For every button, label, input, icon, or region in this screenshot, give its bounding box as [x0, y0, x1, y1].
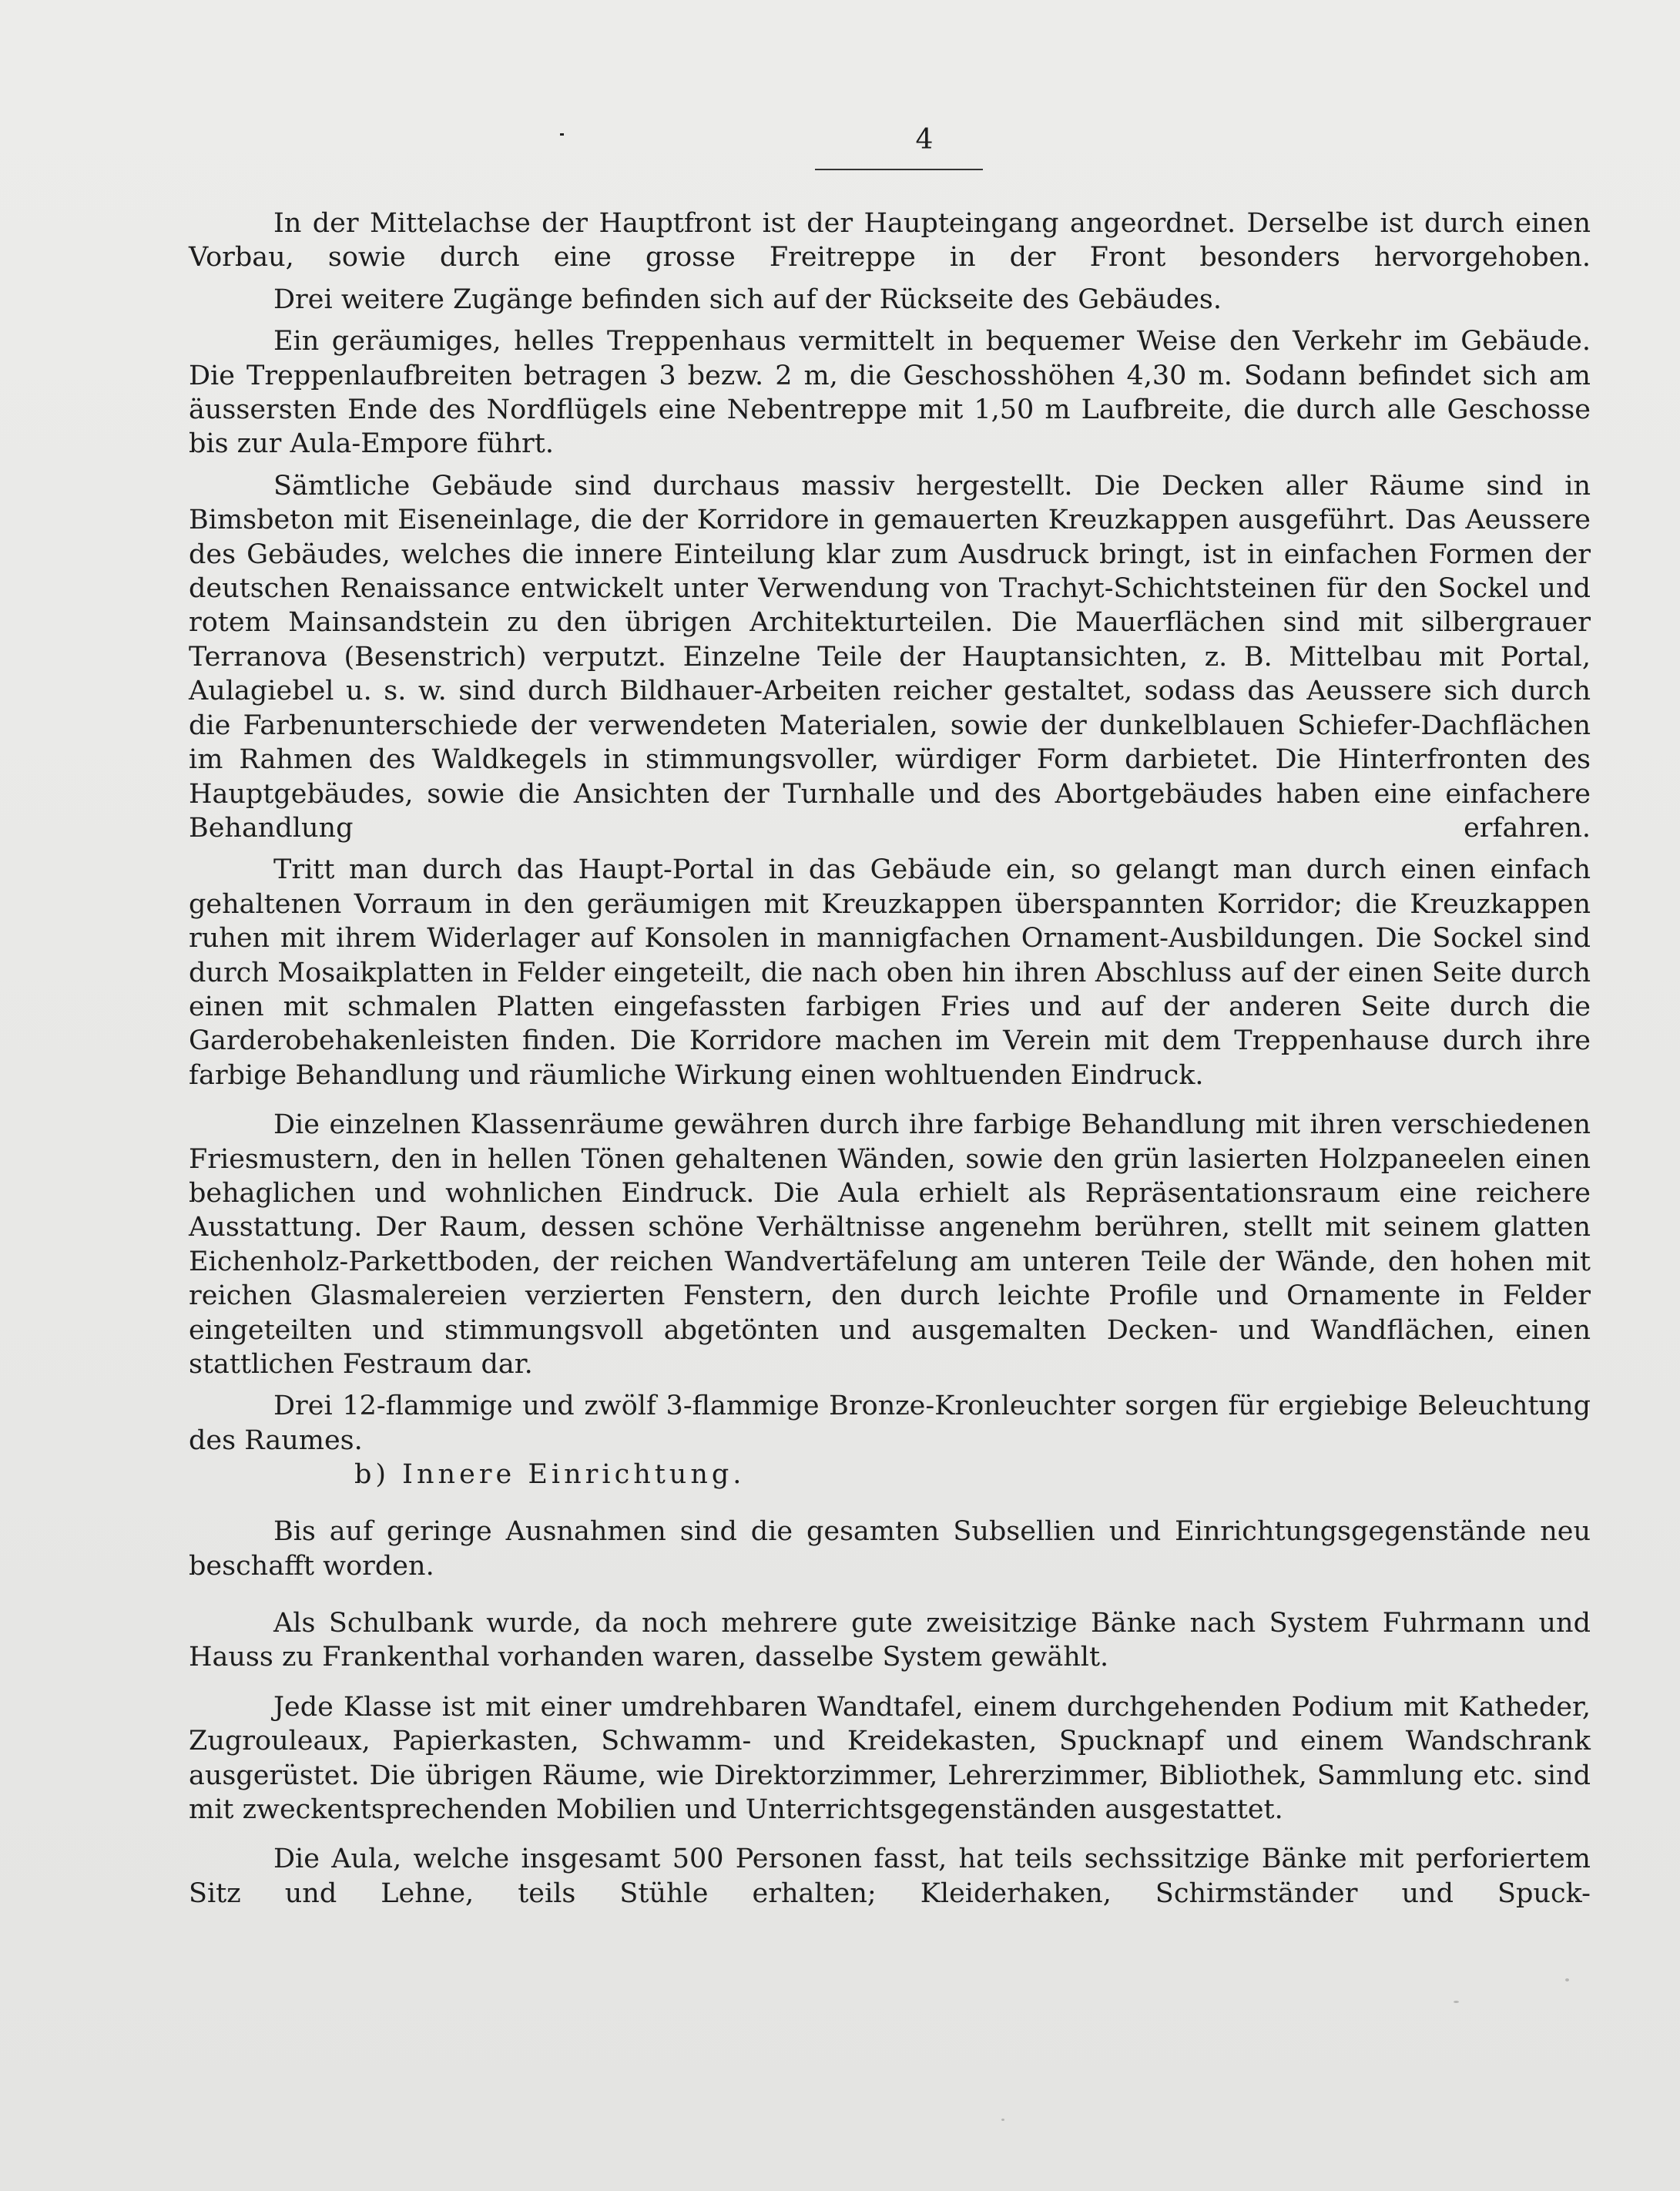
- scan-speck: [1001, 2119, 1004, 2121]
- paragraph-stairwell: Ein geräumiges, helles Treppenhaus vermittelt in bequemer Weise den Verkehr im Gebäude. Die Treppenlaufbreiten betragen 3 bezw. 2 m, die Geschosshöhen 4,30 m. Sodann befindet sich am äussersten Ende des Nordflügels eine Nebentreppe mit 1,50 m Laufbreite, die durch alle Geschosse bis zur Aula-Empore führt.: [189, 326, 1591, 460]
- paragraph-construction: Sämtliche Gebäude sind durchaus massiv hergestellt. Die Decken aller Räume sind in Bimsbeton mit Eiseneinlage, die der Korridore in gemauerten Kreuzkappen ausgeführt. Das Aeussere des Gebäudes, welches die innere Einteilung klar zum Ausdruck bringt, ist in einfachen Formen der deutschen Renaissance entwickelt unter Verwendung von Trachyt-Schichtsteinen für den Sockel und rotem Mainsandstein zu den übrigen Architekturteilen. Die Mauerflächen sind mit silbergrauer Terranova (Besenstrich) verputzt. Einzelne Teile der Hauptansichten, z. B. Mittelbau mit Portal, Aulagiebel u. s. w. sind durch Bildhauer-Arbeiten reicher gestaltet, sodass das Aeussere sich durch die Farbenunterschiede der verwendeten Materialen, sowie der dunkelblauen Schiefer-Dachflächen im Rahmen des Waldkegels in stimmungsvoller, würdiger Form darbietet. Die Hinterfronten des Hauptgebäudes, sowie die Ansichten der Turnhalle und des Abortgebäudes haben eine einfachere Behandlung erfahren.: [189, 470, 1591, 844]
- paragraph-main-entrance: In der Mittelachse der Hauptfront ist der Haupteingang angeordnet. Derselbe ist durch einen Vorbau, sowie durch eine grosse Freitreppe in der Front besonders hervorgehoben.: [189, 208, 1591, 273]
- page-number: 4: [915, 124, 934, 156]
- paragraph-school-benches: Als Schulbank wurde, da noch mehrere gute zweisitzige Bänke nach System Fuhrmann und Hauss zu Frankenthal vorhanden waren, dasselbe System gewählt.: [189, 1608, 1591, 1673]
- paragraph-aula-seating: Die Aula, welche insgesamt 500 Personen fasst, hat teils sechssitzige Bänke mit perforiertem Sitz und Lehne, teils Stühle erhalten; Kleiderhaken, Schirmständer und Spuck-: [189, 1844, 1591, 1909]
- paragraph-classrooms-aula: Die einzelnen Klassenräume gewähren durch ihre farbige Behandlung mit ihren verschiedenen Friesmustern, den in hellen Tönen gehaltenen Wänden, sowie den grün lasierten Holzpaneelen einen behaglichen und wohnlichen Eindruck. Die Aula erhielt als Repräsentationsraum eine reichere Ausstattung. Der Raum, dessen schöne Verhältnisse angenehm berühren, stellt mit seinem glatten Eichenholz-Parkettboden, der reichen Wandvertäfelung am unteren Teile der Wände, den hohen mit reichen Glasmalereien verzierten Fenstern, den durch leichte Profile und Ornamente in Felder eingeteilten und stimmungsvoll abgetönten und ausgemalten Decken- und Wandflächen, einen stattlichen Festraum dar.: [189, 1109, 1591, 1380]
- paragraph-chandeliers: Drei 12-flammige und zwölf 3-flammige Bronze-Kronleuchter sorgen für ergiebige Beleuchtung des Raumes.: [189, 1391, 1591, 1456]
- paragraph-furnishings: Bis auf geringe Ausnahmen sind die gesamten Subsellien und Einrichtungsgegenstände neu beschafft worden.: [189, 1516, 1591, 1582]
- page-number-rule: [815, 169, 983, 170]
- scan-tick-mark: [560, 133, 564, 136]
- paragraph-classroom-equipment: Jede Klasse ist mit einer umdrehbaren Wandtafel, einem durchgehenden Podium mit Katheder, Zugrouleaux, Papierkasten, Schwamm- und Kreidekasten, Spucknapf und einem Wandschrank ausgerüstet. Die übrigen Räume, wie Direktorzimmer, Lehrerzimmer, Bibliothek, Sammlung etc. sind mit zweckentsprechenden Mobilien und Unterrichtsgegenständen ausgestattet.: [189, 1691, 1591, 1826]
- scan-speck: [1565, 1978, 1569, 1981]
- body-text: [189, 206, 1591, 1911]
- paragraph-portal-corridor: Tritt man durch das Haupt-Portal in das Gebäude ein, so gelangt man durch einen einfach gehaltenen Vorraum in den geräumigen mit Kreuzkappen überspannten Korridor; die Kreuzkappen ruhen mit ihrem Widerlager auf Konsolen in mannigfachen Ornament-Ausbildungen. Die Sockel sind durch Mosaikplatten in Felder eingeteilt, die nach oben hin ihren Abschluss auf der einen Seite durch einen mit schmalen Platten eingefassten farbigen Fries und auf der anderen Seite durch die Garderobehakenleisten finden. Die Korridore machen im Verein mit dem Treppenhause durch ihre farbige Behandlung und räumliche Wirkung einen wohltuenden Eindruck.: [189, 854, 1591, 1091]
- scan-speck: [1454, 2001, 1459, 2003]
- paragraph-rear-entrances: Drei weitere Zugänge befinden sich auf der Rückseite des Gebäudes.: [273, 284, 1222, 315]
- section-heading: b) Innere Einrichtung.: [354, 1459, 746, 1491]
